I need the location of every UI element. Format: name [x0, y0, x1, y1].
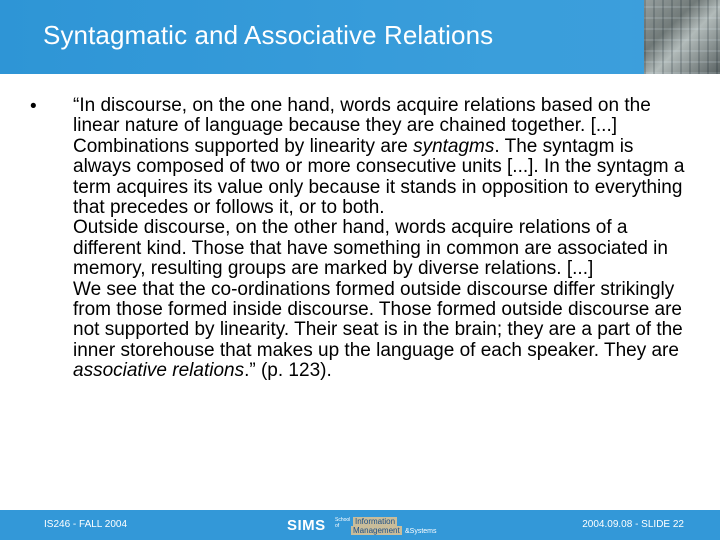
building-photo-icon [644, 0, 720, 74]
quote-paragraph-3 [73, 280, 693, 382]
slide-number-label: 2004.09.08 - SLIDE 22 [582, 519, 684, 530]
slide-title: Syntagmatic and Associative Relations [43, 20, 494, 50]
term-associative-relations: associative relations [73, 360, 245, 382]
logo-information: Information [355, 517, 396, 526]
course-label: IS246 - FALL 2004 [44, 519, 128, 530]
title-bar [0, 0, 720, 74]
quote-p3-end: .” (p. 123). [244, 360, 332, 382]
logo-systems: &Systems [405, 528, 437, 535]
quote-p1-start: “In discourse, on the one hand, words acquire relations based on the linear nature of language because they are chained together. [...] Combinations supported by linearity are [73, 95, 651, 157]
logo-management: Management [353, 526, 400, 535]
quote-p1-end: . The syntagm is always composed of two or more consecutive units [...]. In the syntagm a term acquires its value only because it stands in opposition to everything that precedes or follows it, or to both. [73, 135, 685, 219]
logo-school-of: School of [335, 517, 351, 529]
term-syntagms: syntagms [413, 135, 495, 157]
quote-paragraph-1 [73, 96, 693, 218]
bullet-marker: • [30, 96, 37, 117]
footer-bar [0, 510, 720, 540]
quote-p3-start: We see that the co-ordinations formed outside discourse differ strikingly from those formed inside discourse. Those formed outside discourse are not supported by linearity. Their seat is in the brain; they are a part of the inner storehouse that makes up the language of each speaker. They are [73, 278, 683, 361]
quote-paragraph-2: Outside discourse, on the other hand, words acquire relations of a different kind. Those that have something in common are associated in memory, resulting groups are marked by diverse relations. [...] [73, 217, 668, 280]
quote-text [73, 96, 693, 382]
sims-logo [287, 517, 435, 535]
logo-sims-text: SIMS [287, 517, 326, 534]
